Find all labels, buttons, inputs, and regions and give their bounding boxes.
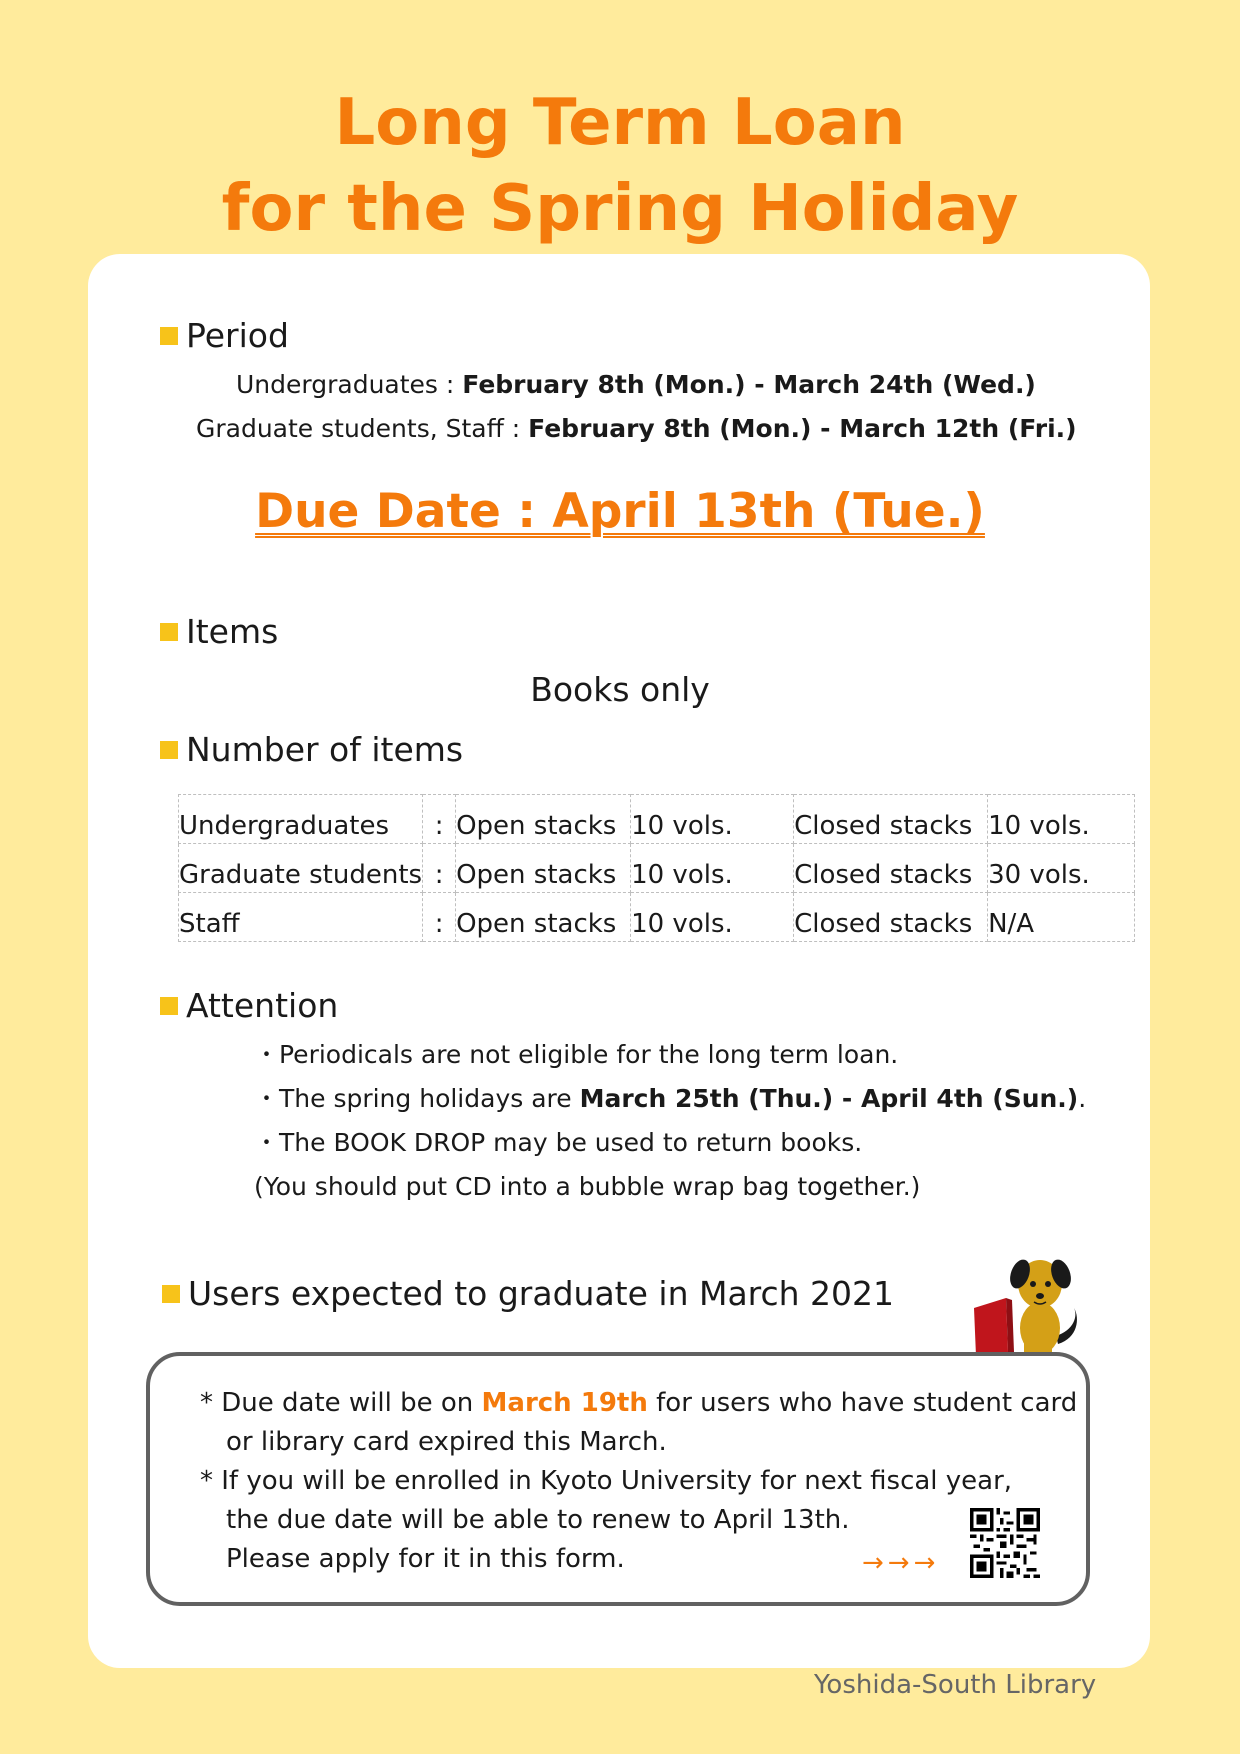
attention-heading-label: Attention xyxy=(186,986,339,1025)
period-heading-label: Period xyxy=(186,316,289,355)
table-row xyxy=(179,795,1135,844)
graduates-note-1 xyxy=(200,1386,1077,1420)
due-date-text: Due Date : April 13th (Tue.) xyxy=(255,484,985,539)
closed-stacks-label: Closed stacks xyxy=(794,893,988,942)
attention-text: ・The spring holidays are xyxy=(254,1084,580,1113)
attention-book-drop: ・The BOOK DROP may be used to return books. xyxy=(254,1128,863,1157)
note-highlight-date: March 19th xyxy=(481,1388,648,1418)
title-line-2: for the Spring Holiday xyxy=(221,172,1019,246)
items-value: Books only xyxy=(530,670,710,709)
open-stacks-value: 10 vols. xyxy=(631,844,794,893)
closed-stacks-value: 10 vols. xyxy=(988,795,1135,844)
attention-spring-holidays xyxy=(254,1082,1086,1116)
dog-illustration xyxy=(970,1254,1082,1358)
arrow-icons: →→→ xyxy=(862,1548,940,1578)
loan-limits-table xyxy=(178,794,1135,942)
open-stacks-value: 10 vols. xyxy=(631,795,794,844)
bullet-icon xyxy=(160,741,178,759)
graduates-heading xyxy=(162,1274,894,1314)
table-row xyxy=(179,844,1135,893)
attention-holiday-dates: March 25th (Thu.) - April 4th (Sun.) xyxy=(579,1084,1079,1113)
period-label: Undergraduates : xyxy=(236,370,463,399)
separator-cell: : xyxy=(423,844,456,893)
period-label: Graduate students, Staff : xyxy=(196,414,529,443)
bullet-icon xyxy=(160,327,178,345)
graduates-note-2-cont: the due date will be able to renew to April 13th. xyxy=(226,1505,850,1535)
attention-cd-note: (You should put CD into a bubble wrap bag together.) xyxy=(254,1172,921,1201)
period-dates: February 8th (Mon.) - March 24th (Wed.) xyxy=(462,370,1036,399)
period-graduate-staff xyxy=(196,412,1077,446)
items-heading-label: Items xyxy=(186,612,279,651)
open-stacks-value: 10 vols. xyxy=(631,893,794,942)
separator-cell: : xyxy=(423,893,456,942)
attention-text: . xyxy=(1078,1084,1087,1113)
closed-stacks-value: N/A xyxy=(988,893,1135,942)
due-date xyxy=(0,482,1240,542)
open-stacks-label: Open stacks xyxy=(456,795,631,844)
closed-stacks-label: Closed stacks xyxy=(794,795,988,844)
library-name: Yoshida-South Library xyxy=(814,1670,1097,1700)
graduates-note-2: * If you will be enrolled in Kyoto University for next fiscal year, xyxy=(200,1466,1013,1496)
bullet-icon xyxy=(162,1285,180,1303)
user-type-cell: Graduate students xyxy=(179,844,423,893)
note-text: * Due date will be on xyxy=(200,1388,482,1418)
period-undergraduates xyxy=(236,368,1036,402)
graduates-note-1-cont: or library card expired this March. xyxy=(226,1427,667,1457)
number-of-items-heading xyxy=(160,730,463,770)
bullet-icon xyxy=(160,623,178,641)
user-type-cell: Staff xyxy=(179,893,423,942)
page-title xyxy=(0,80,1240,252)
bullet-icon xyxy=(160,997,178,1015)
closed-stacks-label: Closed stacks xyxy=(794,844,988,893)
closed-stacks-value: 30 vols. xyxy=(988,844,1135,893)
period-dates: February 8th (Mon.) - March 12th (Fri.) xyxy=(528,414,1077,443)
note-text: for users who have student card xyxy=(647,1388,1078,1418)
period-heading xyxy=(160,316,289,356)
attention-heading xyxy=(160,986,338,1026)
open-stacks-label: Open stacks xyxy=(456,893,631,942)
open-stacks-label: Open stacks xyxy=(456,844,631,893)
title-line-1: Long Term Loan xyxy=(334,86,906,160)
table-row xyxy=(179,893,1135,942)
separator-cell: : xyxy=(423,795,456,844)
items-heading xyxy=(160,612,278,652)
graduates-heading-label: Users expected to graduate in March 2021 xyxy=(188,1274,895,1313)
attention-periodicals: ・Periodicals are not eligible for the long term loan. xyxy=(254,1040,899,1069)
qr-code-icon[interactable] xyxy=(970,1508,1040,1578)
number-of-items-heading-label: Number of items xyxy=(186,730,464,769)
graduates-note-3: Please apply for it in this form. xyxy=(226,1544,625,1574)
user-type-cell: Undergraduates xyxy=(179,795,423,844)
